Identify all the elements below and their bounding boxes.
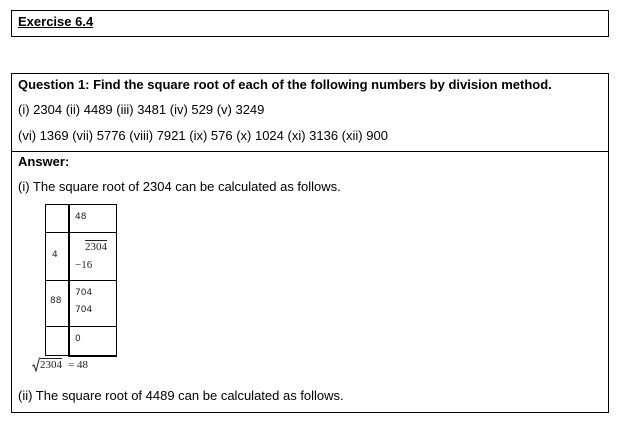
radical-sign-icon bbox=[32, 357, 40, 372]
division-row-line bbox=[45, 232, 117, 233]
result-value: = 48 bbox=[68, 359, 88, 371]
question-heading: Question 1: Find the square root of each of the following numbers by division method. bbox=[18, 77, 552, 92]
division-dividend: 2304 bbox=[85, 241, 107, 253]
division-divisor-2: 88 bbox=[50, 296, 62, 306]
division-quotient: 48 bbox=[75, 212, 87, 222]
division-final-remainder: 0 bbox=[75, 334, 81, 344]
question-numbers-line-1: (i) 2304 (ii) 4489 (iii) 3481 (iv) 529 (v) 3249 bbox=[18, 102, 265, 117]
question-numbers-line-2: (vi) 1369 (vii) 5776 (viii) 7921 (ix) 576 (x) 1024 (xi) 3136 (xii) 900 bbox=[18, 128, 388, 143]
exercise-title: Exercise 6.4 bbox=[18, 14, 94, 29]
division-row-line bbox=[45, 326, 117, 327]
question-box bbox=[11, 73, 609, 152]
long-division-table bbox=[45, 204, 117, 356]
division-bottom-line bbox=[68, 355, 117, 357]
answer-heading: Answer: bbox=[18, 154, 70, 169]
division-remainder-1: 704 bbox=[75, 288, 93, 298]
division-subtract-1: −16 bbox=[75, 259, 93, 271]
division-row-line bbox=[45, 280, 117, 281]
answer-box bbox=[11, 151, 609, 413]
division-divisor-1: 4 bbox=[52, 250, 58, 260]
result-radicand: 2304 bbox=[40, 359, 62, 371]
division-subtract-2: 704 bbox=[75, 305, 93, 315]
exercise-header-box bbox=[11, 10, 609, 37]
answer-part-1-text: (i) The square root of 2304 can be calculated as follows. bbox=[18, 179, 341, 194]
answer-part-2-text: (ii) The square root of 4489 can be calculated as follows. bbox=[18, 388, 344, 403]
